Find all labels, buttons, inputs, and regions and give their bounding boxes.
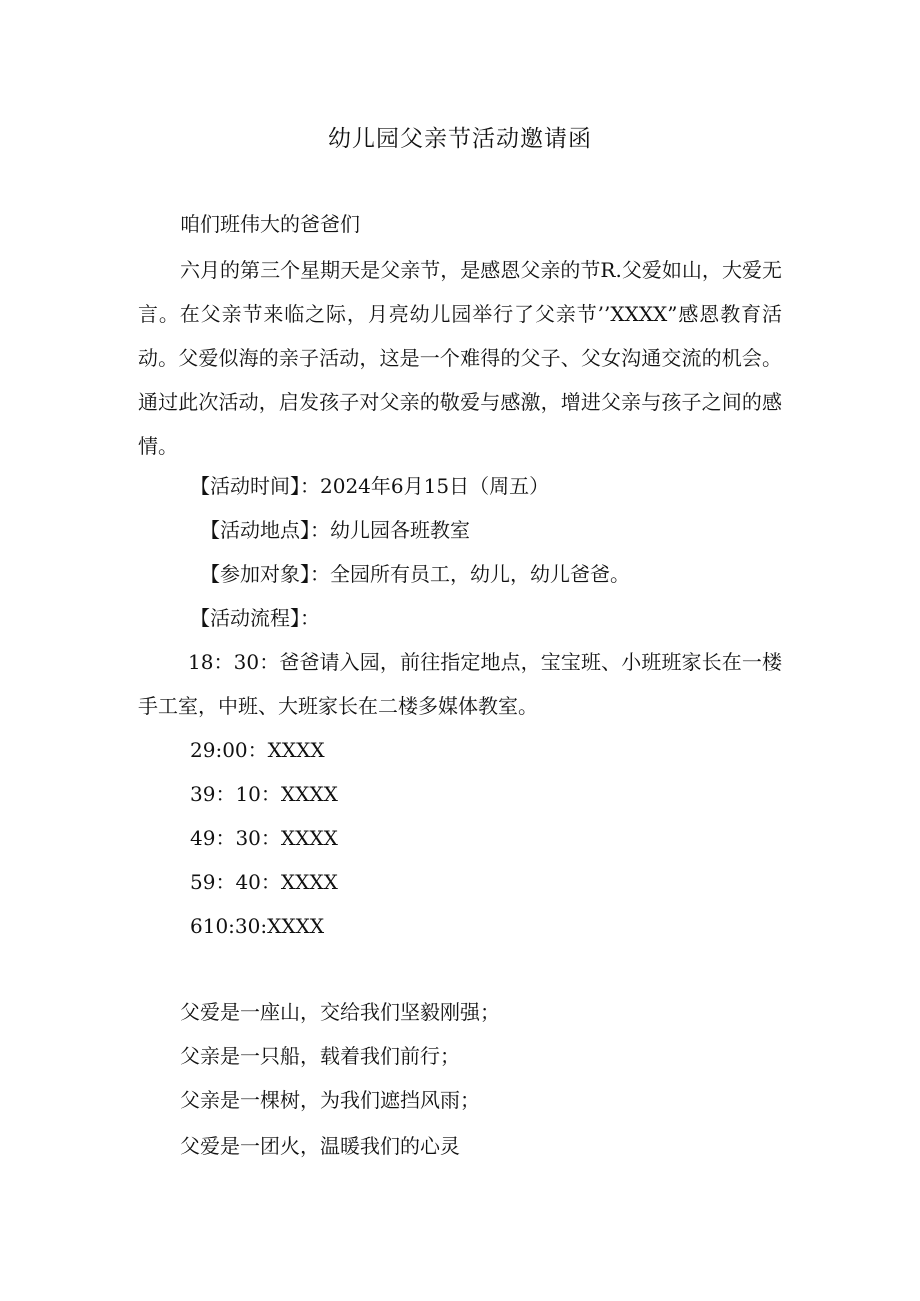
activity-place (200, 516, 470, 544)
activity-target-label: 【参加对象】： (200, 562, 330, 586)
activity-time (190, 472, 549, 500)
schedule-item: 610:30:XXXX (190, 914, 325, 938)
activity-target (200, 560, 630, 588)
activity-time-value: 2024年6月15日（周五） (320, 474, 550, 498)
activity-target-value: 全园所有员工，幼儿，幼儿爸爸。 (330, 562, 630, 586)
schedule-item: 29:00：XXXX (190, 738, 325, 762)
poem-line: 父爱是一座山，交给我们坚毅刚强； (180, 1000, 500, 1024)
activity-time-label: 【活动时间】： (190, 474, 320, 498)
poem-line: 父亲是一只船，载着我们前行； (180, 1044, 460, 1068)
poem-line: 父爱是一团火，温暖我们的心灵 (180, 1134, 460, 1158)
schedule-item-first: 18：30：爸爸请入园，前往指定地点，宝宝班、小班班家长在一楼手工室，中班、大班家长在二楼多媒体教室。 (138, 650, 782, 718)
activity-place-label: 【活动地点】： (200, 518, 330, 542)
schedule-item: 59：40：XXXX (190, 870, 338, 894)
document-title: 幼儿园父亲节活动邀请函 (328, 126, 592, 152)
greeting: 咱们班伟大的爸爸们 (180, 212, 360, 236)
poem-line: 父亲是一棵树，为我们遮挡风雨； (180, 1088, 480, 1112)
schedule-item: 39：10：XXXX (190, 782, 338, 806)
schedule-item: 49：30：XXXX (190, 826, 338, 850)
activity-process-label: 【活动流程】： (190, 606, 320, 630)
intro-paragraph: 六月的第三个星期天是父亲节，是感恩父亲的节R.父爱如山，大爱无言。在父亲节来临之际，月亮幼儿园举行了父亲节’’XXXX”感恩教育活动。父爱似海的亲子活动，这是一个难得的父子、父女沟通交流的机会。通过此次活动，启发孩子对父亲的敬爱与感激，增进父亲与孩子之间的感情。 (138, 258, 782, 458)
activity-place-value: 幼儿园各班教室 (330, 518, 470, 542)
